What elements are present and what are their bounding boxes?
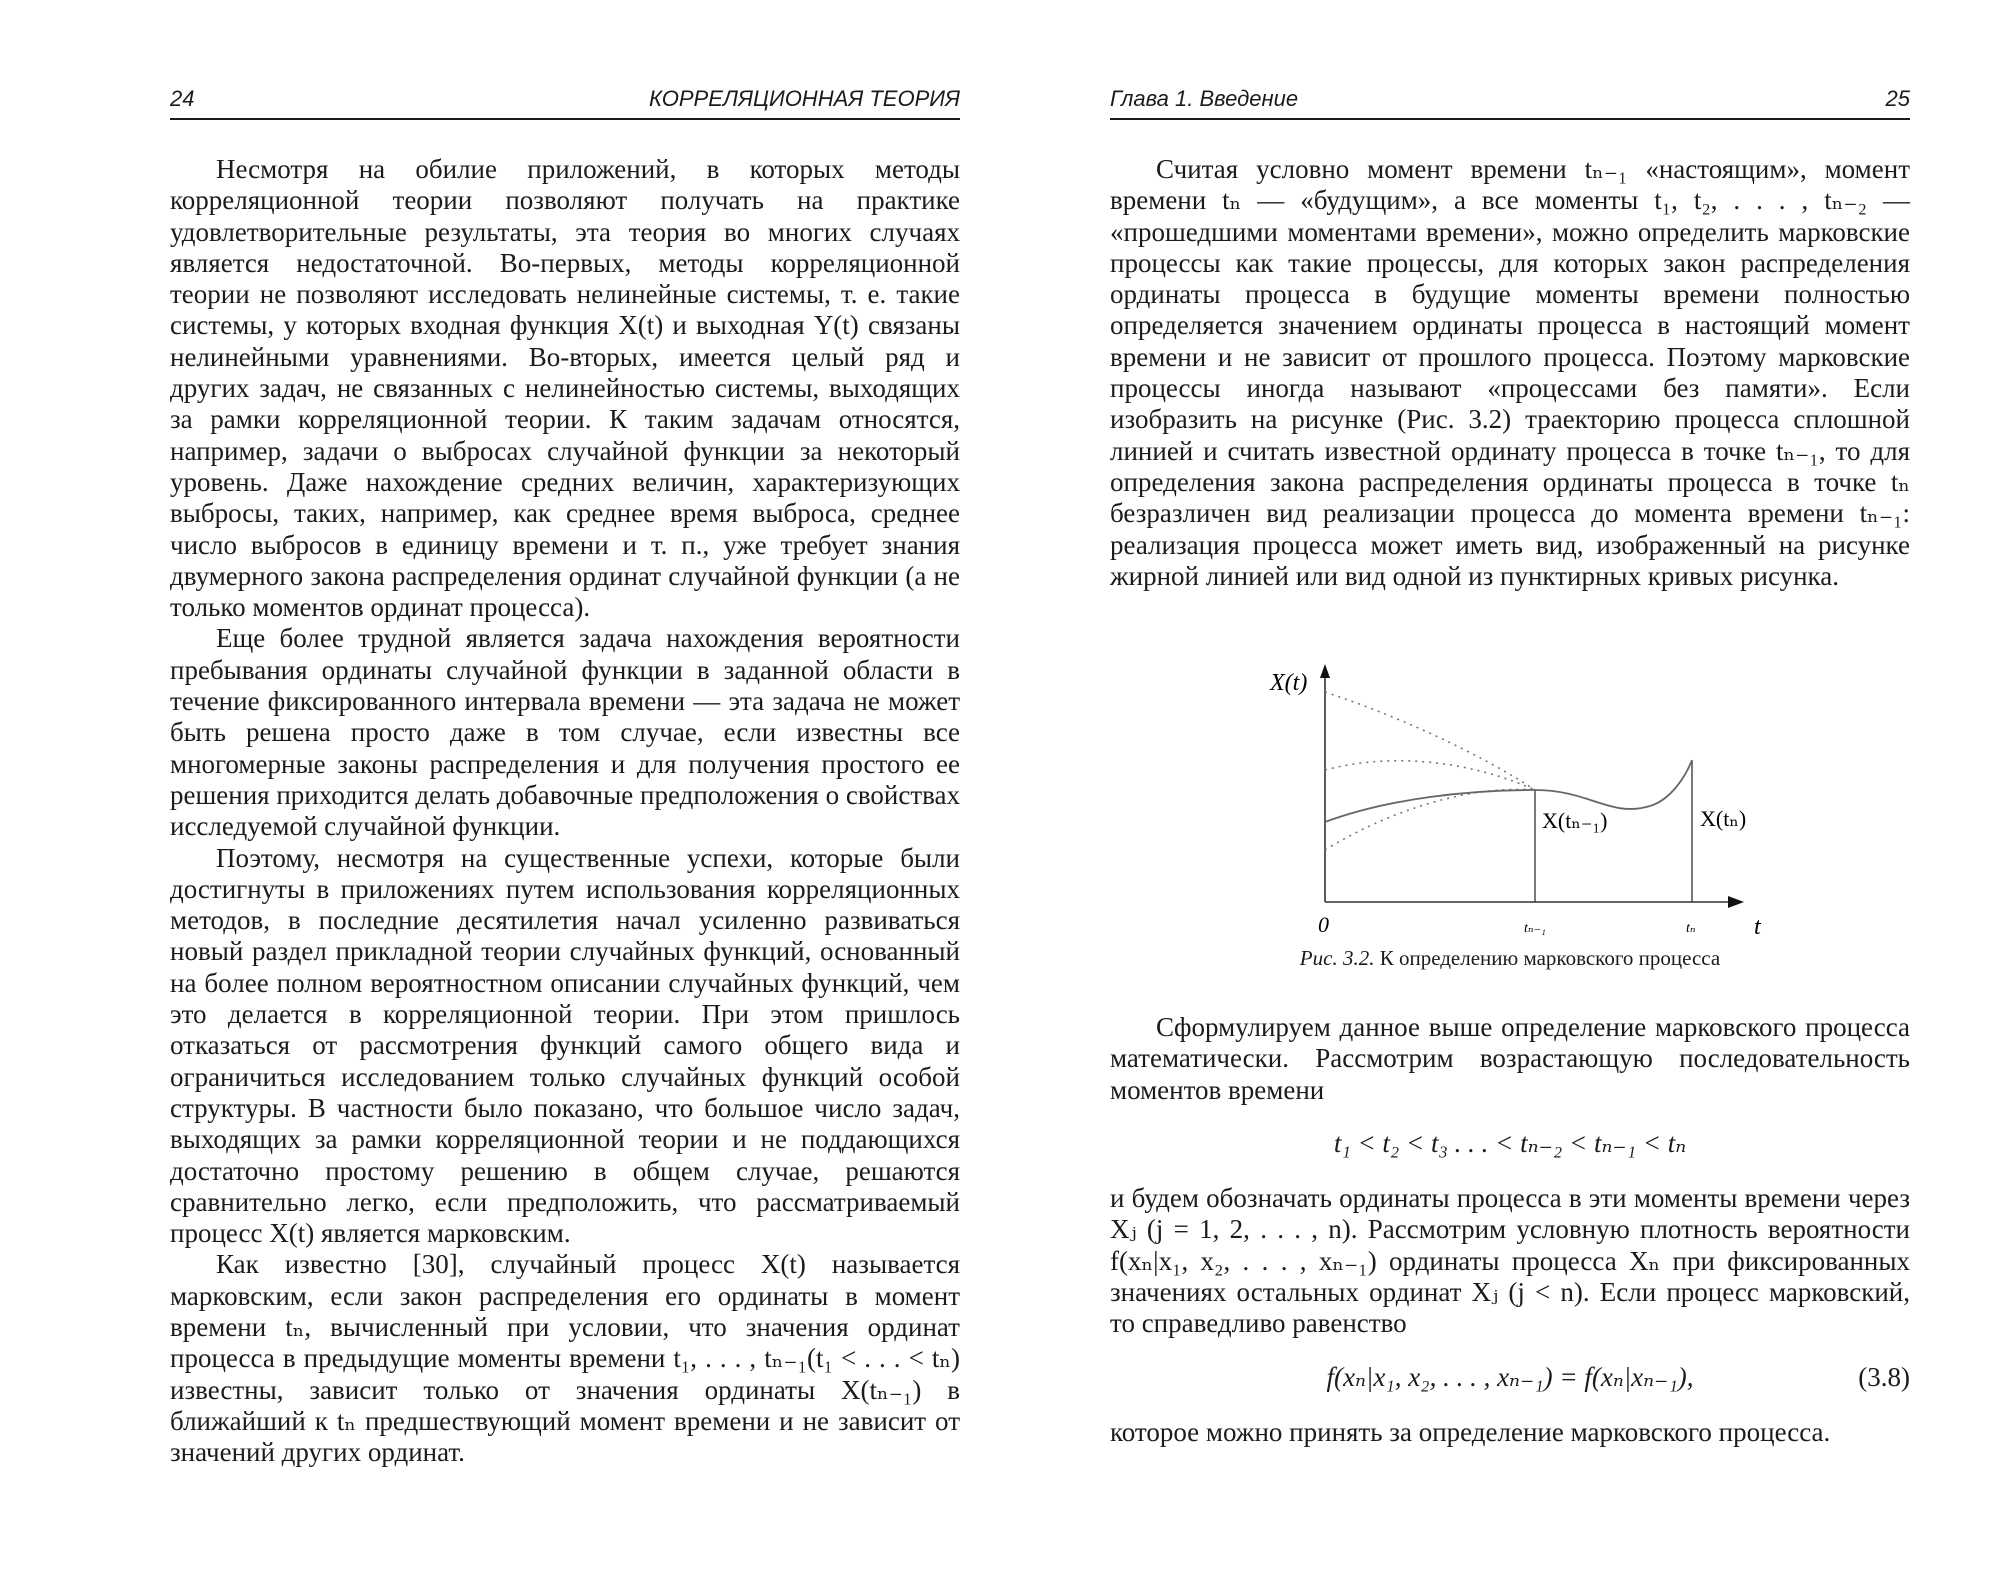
right-page (1110, 0, 1910, 1583)
left-paragraph-4: Как известно [30], случайный процесс X(t) называется марковским, если закон распределения его ординаты в момент времени tₙ, вычисленный при условии, что значения ординат процесса в предыдущие моменты времени t₁, . . . , tₙ₋₁(t₁ < . . . < tₙ) известны, зависит только от значения ординаты X(tₙ₋₁) в ближайший к tₙ предшествующий момент времени и не зависит от значений других ординат. (170, 1249, 960, 1468)
dotted-curve-lower (1325, 789, 1535, 850)
right-running-head (1110, 84, 1910, 120)
y-axis-arrow-icon (1320, 664, 1330, 678)
origin-label: 0 (1318, 912, 1329, 937)
formula-time-sequence: t₁ < t₂ < t₃ . . . < tₙ₋₂ < tₙ₋₁ < tₙ (1333, 1127, 1687, 1158)
solid-realization-curve (1325, 760, 1692, 822)
caption-prefix: Рис. 3.2. (1299, 946, 1375, 970)
y-axis-label: X(t) (1270, 670, 1308, 696)
left-page-number: 24 (170, 86, 195, 111)
left-running-title: КОРРЕЛЯЦИОННАЯ ТЕОРИЯ (649, 86, 960, 111)
right-body-text-top (1110, 154, 1910, 592)
caption-text: К определению марковского процесса (1379, 946, 1721, 970)
right-paragraph-2: Сформулируем данное выше определение марковского процесса математически. Рассмотрим возрастающую последовательность моментов времени (1110, 1012, 1910, 1105)
figure-3-2 (1110, 650, 1910, 1000)
formula-markov-expression: f(xₙ|x₁, x₂, . . . , xₙ₋₁) = f(xₙ|xₙ₋₁), (1326, 1361, 1694, 1392)
x-axis-arrow-icon (1728, 896, 1744, 908)
right-paragraph-1: Считая условно момент времени tₙ₋₁ «настоящим», момент времени tₙ — «будущим», а все моменты t₁, t₂, . . . , tₙ₋₂ — «прошедшими моментами времени», можно определить марковские процессы как такие процессы, для которых закон распределения ординаты процесса в будущие моменты времени полностью определяется значением ординаты процесса в настоящий момент времени и не зависит от прошлого процесса. Поэтому марковские процессы иногда называют «процессами без памяти». Если изобразить на рисунке (Рис. 3.2) траекторию процесса сплошной линией и считать известной ординату процесса в точке tₙ₋₁, то для определения закона распределения ординаты процесса в точке tₙ безразличен вид реализации процесса до момента времени tₙ₋₁: реализация процесса может иметь вид, изображенный на рисунке жирной линией или вид одной из пунктирных кривых рисунка. (1110, 154, 1910, 591)
tick-label-tn: tₙ (1686, 921, 1696, 936)
markov-process-diagram (1110, 650, 1910, 940)
formula-markov-property (1110, 1362, 1910, 1393)
right-paragraph-4: которое можно принять за определение марковского процесса. (1110, 1416, 1831, 1447)
equation-number: (3.8) (1858, 1361, 1910, 1392)
left-running-head (170, 84, 960, 120)
x-axis-label: t (1754, 914, 1761, 940)
figure-caption (1110, 946, 1910, 971)
dotted-curve-upper (1325, 692, 1535, 790)
left-paragraph-1: Несмотря на обилие приложений, в которых методы корреляционной теории позволяют получать на практике удовлетворительные результаты, эта теория во многих случаях является недостаточной. Во-первых, методы корреляционной теории не позволяют исследовать нелинейные системы, т. е. такие системы, у которых входная функция X(t) и выходная Y(t) связаны нелинейными уравнениями. Во-вторых, имеется целый ряд и других задач, не связанных с нелинейностью системы, выходящих за рамки корреляционной теории. К таким задачам относятся, например, задачи о выбросах случайной функции за некоторый уровень. Даже нахождение средних величин, характеризующих выбросы, таких, например, как среднее время выброса, среднее число выбросов в единицу времени и т. п., уже требует знания двумерного закона распределения ординат случайной функции (а не только моментов ординат процесса). (170, 154, 960, 623)
tick-label-tn-1: tₙ₋₁ (1524, 921, 1546, 936)
chapter-title: Глава 1. Введение (1110, 86, 1299, 111)
left-paragraph-3: Поэтому, несмотря на существенные успехи, которые были достигнуты в приложениях путем использования корреляционных методов, в последние десятилетия начал усиленно развиваться новый раздел прикладной теории случайных функций, основанный на более полном вероятностном описании случайных функций, чем это делается в корреляционной теории. При этом пришлось отказаться от рассмотрения функций самого общего вида и ограничиться исследованием только случайных функций особой структуры. В частности было показано, что большое число задач, выходящих за рамки корреляционной теории и не поддающихся достаточно простому решению в общем случае, решаются сравнительно легко, если предположить, что рассматриваемый процесс X(t) является марковским. (170, 842, 960, 1249)
left-page (170, 0, 960, 1583)
point-label-x-tn: X(tₙ) (1700, 806, 1747, 831)
right-body-text-bottom (1110, 1012, 1910, 1448)
left-paragraph-2: Еще более трудной является задача нахождения вероятности пребывания ординаты случайной функции в заданной области в течение фиксированного интервала времени — эта задача не может быть решена просто даже в том случае, если известны все многомерные законы распределения и для получения простого ее решения приходится делать добавочные предположения о свойствах исследуемой случайной функции. (170, 623, 960, 842)
point-label-x-tn-1: X(tₙ₋₁) (1542, 808, 1608, 833)
right-paragraph-3: и будем обозначать ординаты процесса в эти моменты времени через Xⱼ (j = 1, 2, . . . , n). Рассмотрим условную плотность вероятности f(xₙ|x₁, x₂, . . . , xₙ₋₁) ординаты процесса Xₙ при фиксированных значениях остальных ординат Xⱼ (j < n). Если процесс марковский, то справедливо равенство (1110, 1183, 1910, 1339)
right-page-number: 25 (1885, 86, 1910, 111)
dotted-curve-middle (1325, 761, 1535, 790)
left-body-text (170, 154, 960, 1468)
